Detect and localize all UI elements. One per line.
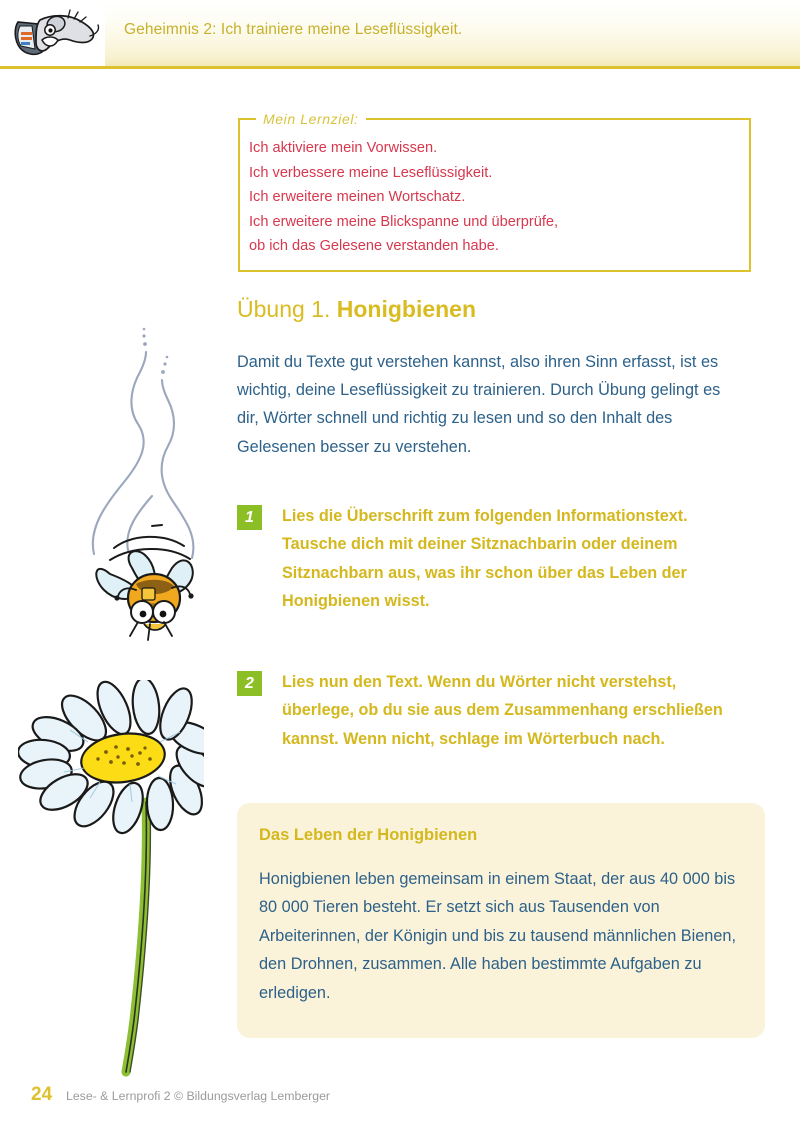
learning-goal-legend: Mein Lernziel: xyxy=(256,111,366,127)
learning-goal-item: Ich erweitere meinen Wortschatz. xyxy=(249,189,466,206)
task-item xyxy=(237,668,737,753)
page-header xyxy=(0,0,800,69)
task-text: Lies die Überschrift zum folgenden Informationstext. Tausche dich mit deiner Sitznachbarin oder deinem Sitznachbarn aus, was ihr schon über das Leben der Honigbienen wisst. xyxy=(282,507,688,611)
footer-copyright: Lese- & Lernprofi 2 © Bildungsverlag Lemberger xyxy=(66,1089,331,1103)
learning-goal-item: Ich verbessere meine Leseflüssigkeit. xyxy=(249,164,493,181)
learning-goal-list xyxy=(249,136,744,259)
info-text-box xyxy=(237,803,765,1038)
daisy-flower-illustration xyxy=(18,680,204,1080)
flying-honeybee-illustration xyxy=(80,322,210,652)
exercise-heading xyxy=(237,296,476,323)
header-title: Geheimnis 2: Ich trainiere meine Leseflüssigkeit. xyxy=(124,21,463,38)
learning-goal-item: Ich erweitere meine Blickspanne und überprüfe, xyxy=(249,213,559,230)
exercise-label: Übung 1. xyxy=(237,296,331,322)
task-text: Lies nun den Text. Wenn du Wörter nicht verstehst, überlege, ob du sie aus dem Zusammenhang erschließen kannst. Wenn nicht, schlage im Wörterbuch nach. xyxy=(282,673,723,748)
task-item xyxy=(237,502,737,616)
exercise-title: Honigbienen xyxy=(336,296,477,322)
header-divider-rule xyxy=(0,66,800,69)
reading-mouse-mascot-icon xyxy=(8,4,104,62)
task-number-badge: 1 xyxy=(237,505,262,530)
page-number: 24 xyxy=(31,1084,53,1105)
info-box-body: Honigbienen leben gemeinsam in einem Staat, der aus 40 000 bis 80 000 Tieren besteht. Er setzt sich aus Tausenden von Arbeiterinnen, der Königin und bis zu tausend männlichen Bienen, den Drohnen, zusammen. Alle haben bestimmte Aufgaben zu erledigen. xyxy=(259,870,736,1002)
learning-goal-item: ob ich das Gelesene verstanden habe. xyxy=(249,238,499,255)
learning-goal-item: Ich aktiviere mein Vorwissen. xyxy=(249,140,438,156)
exercise-intro-text: Damit du Texte gut verstehen kannst, also ihren Sinn erfasst, ist es wichtig, deine Leseflüssigkeit zu trainieren. Durch Übung gelingt es dir, Wörter schnell und richtig zu lesen und so den Inhalt des Gelesenen besser zu verstehen. xyxy=(237,353,721,456)
info-box-title: Das Leben der Honigbienen xyxy=(259,826,478,844)
task-number-badge: 2 xyxy=(237,671,262,696)
